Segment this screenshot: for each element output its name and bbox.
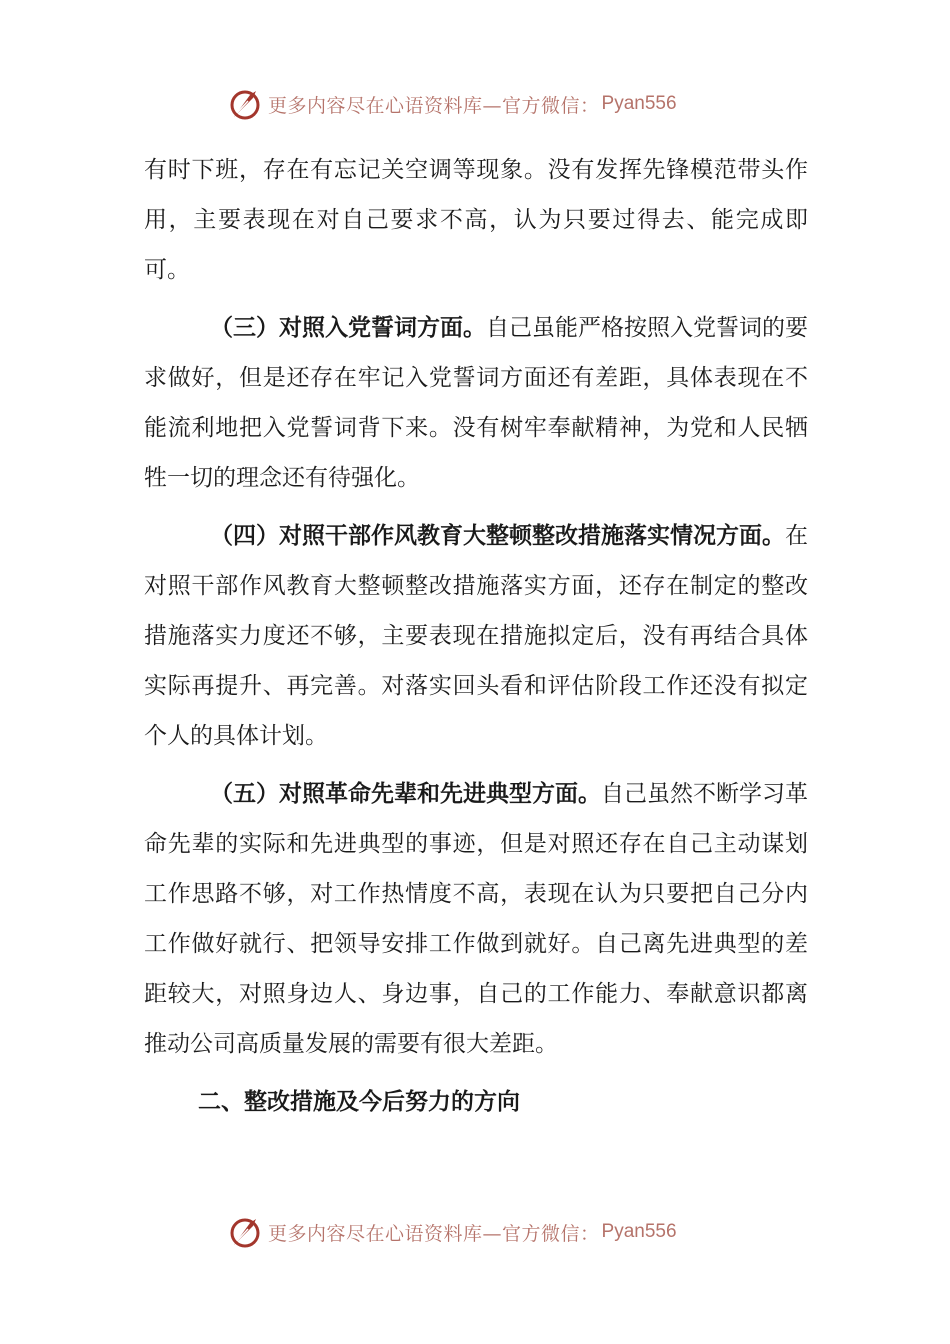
header-watermark [228, 84, 677, 124]
paragraph-1-body: 有时下班，存在有忘记关空调等现象。没有发挥先锋模范带头作用，主要表现在对自己要求不高，认为只要过得去、能完成即可。 [144, 157, 808, 283]
quill-logo-icon [228, 87, 262, 121]
paragraph-3 [144, 511, 808, 761]
paragraph-3-body: 在对照干部作风教育大整顿整改措施落实方面，还存在制定的整改措施落实力度还不够，主要表现在措施拟定后，没有再结合具体实际再提升、再完善。对落实回头看和评估阶段工作还没有拟定个人的具体计划。 [144, 523, 808, 749]
paragraph-1 [144, 145, 808, 295]
paragraph-2-body: 自己虽能严格按照入党誓词的要求做好，但是还存在牢记入党誓词方面还有差距，具体表现在不能流利地把入党誓词背下来。没有树牢奉献精神，为党和人民牺牲一切的理念还有待强化。 [144, 315, 808, 491]
header-watermark-id: Pyan556 [601, 93, 677, 114]
paragraph-2-lead: （三）对照入党誓词方面。 [210, 315, 486, 341]
footer-watermark-id: Pyan556 [601, 1221, 677, 1242]
quill-logo-icon [228, 1215, 262, 1249]
footer-watermark [228, 1212, 677, 1252]
header-watermark-text: 更多内容尽在心语资料库—官方微信： [268, 94, 600, 117]
paragraph-4-lead: （五）对照革命先辈和先进典型方面。 [210, 781, 601, 807]
footer-watermark-text: 更多内容尽在心语资料库—官方微信： [268, 1222, 600, 1245]
paragraph-3-lead: （四）对照干部作风教育大整顿整改措施落实情况方面。 [210, 523, 785, 549]
section-heading: 二、整改措施及今后努力的方向 [198, 1089, 520, 1115]
paragraph-2 [144, 303, 808, 503]
document-body [144, 145, 808, 1127]
paragraph-4 [144, 769, 808, 1069]
paragraph-4-body: 自己虽然不断学习革命先辈的实际和先进典型的事迹，但是对照还存在自己主动谋划工作思路不够，对工作热情度不高，表现在认为只要把自己分内工作做好就行、把领导安排工作做到就好。自己离先进典型的差距较大，对照身边人、身边事，自己的工作能力、奉献意识都离推动公司高质量发展的需要有很大差距。 [144, 781, 808, 1057]
